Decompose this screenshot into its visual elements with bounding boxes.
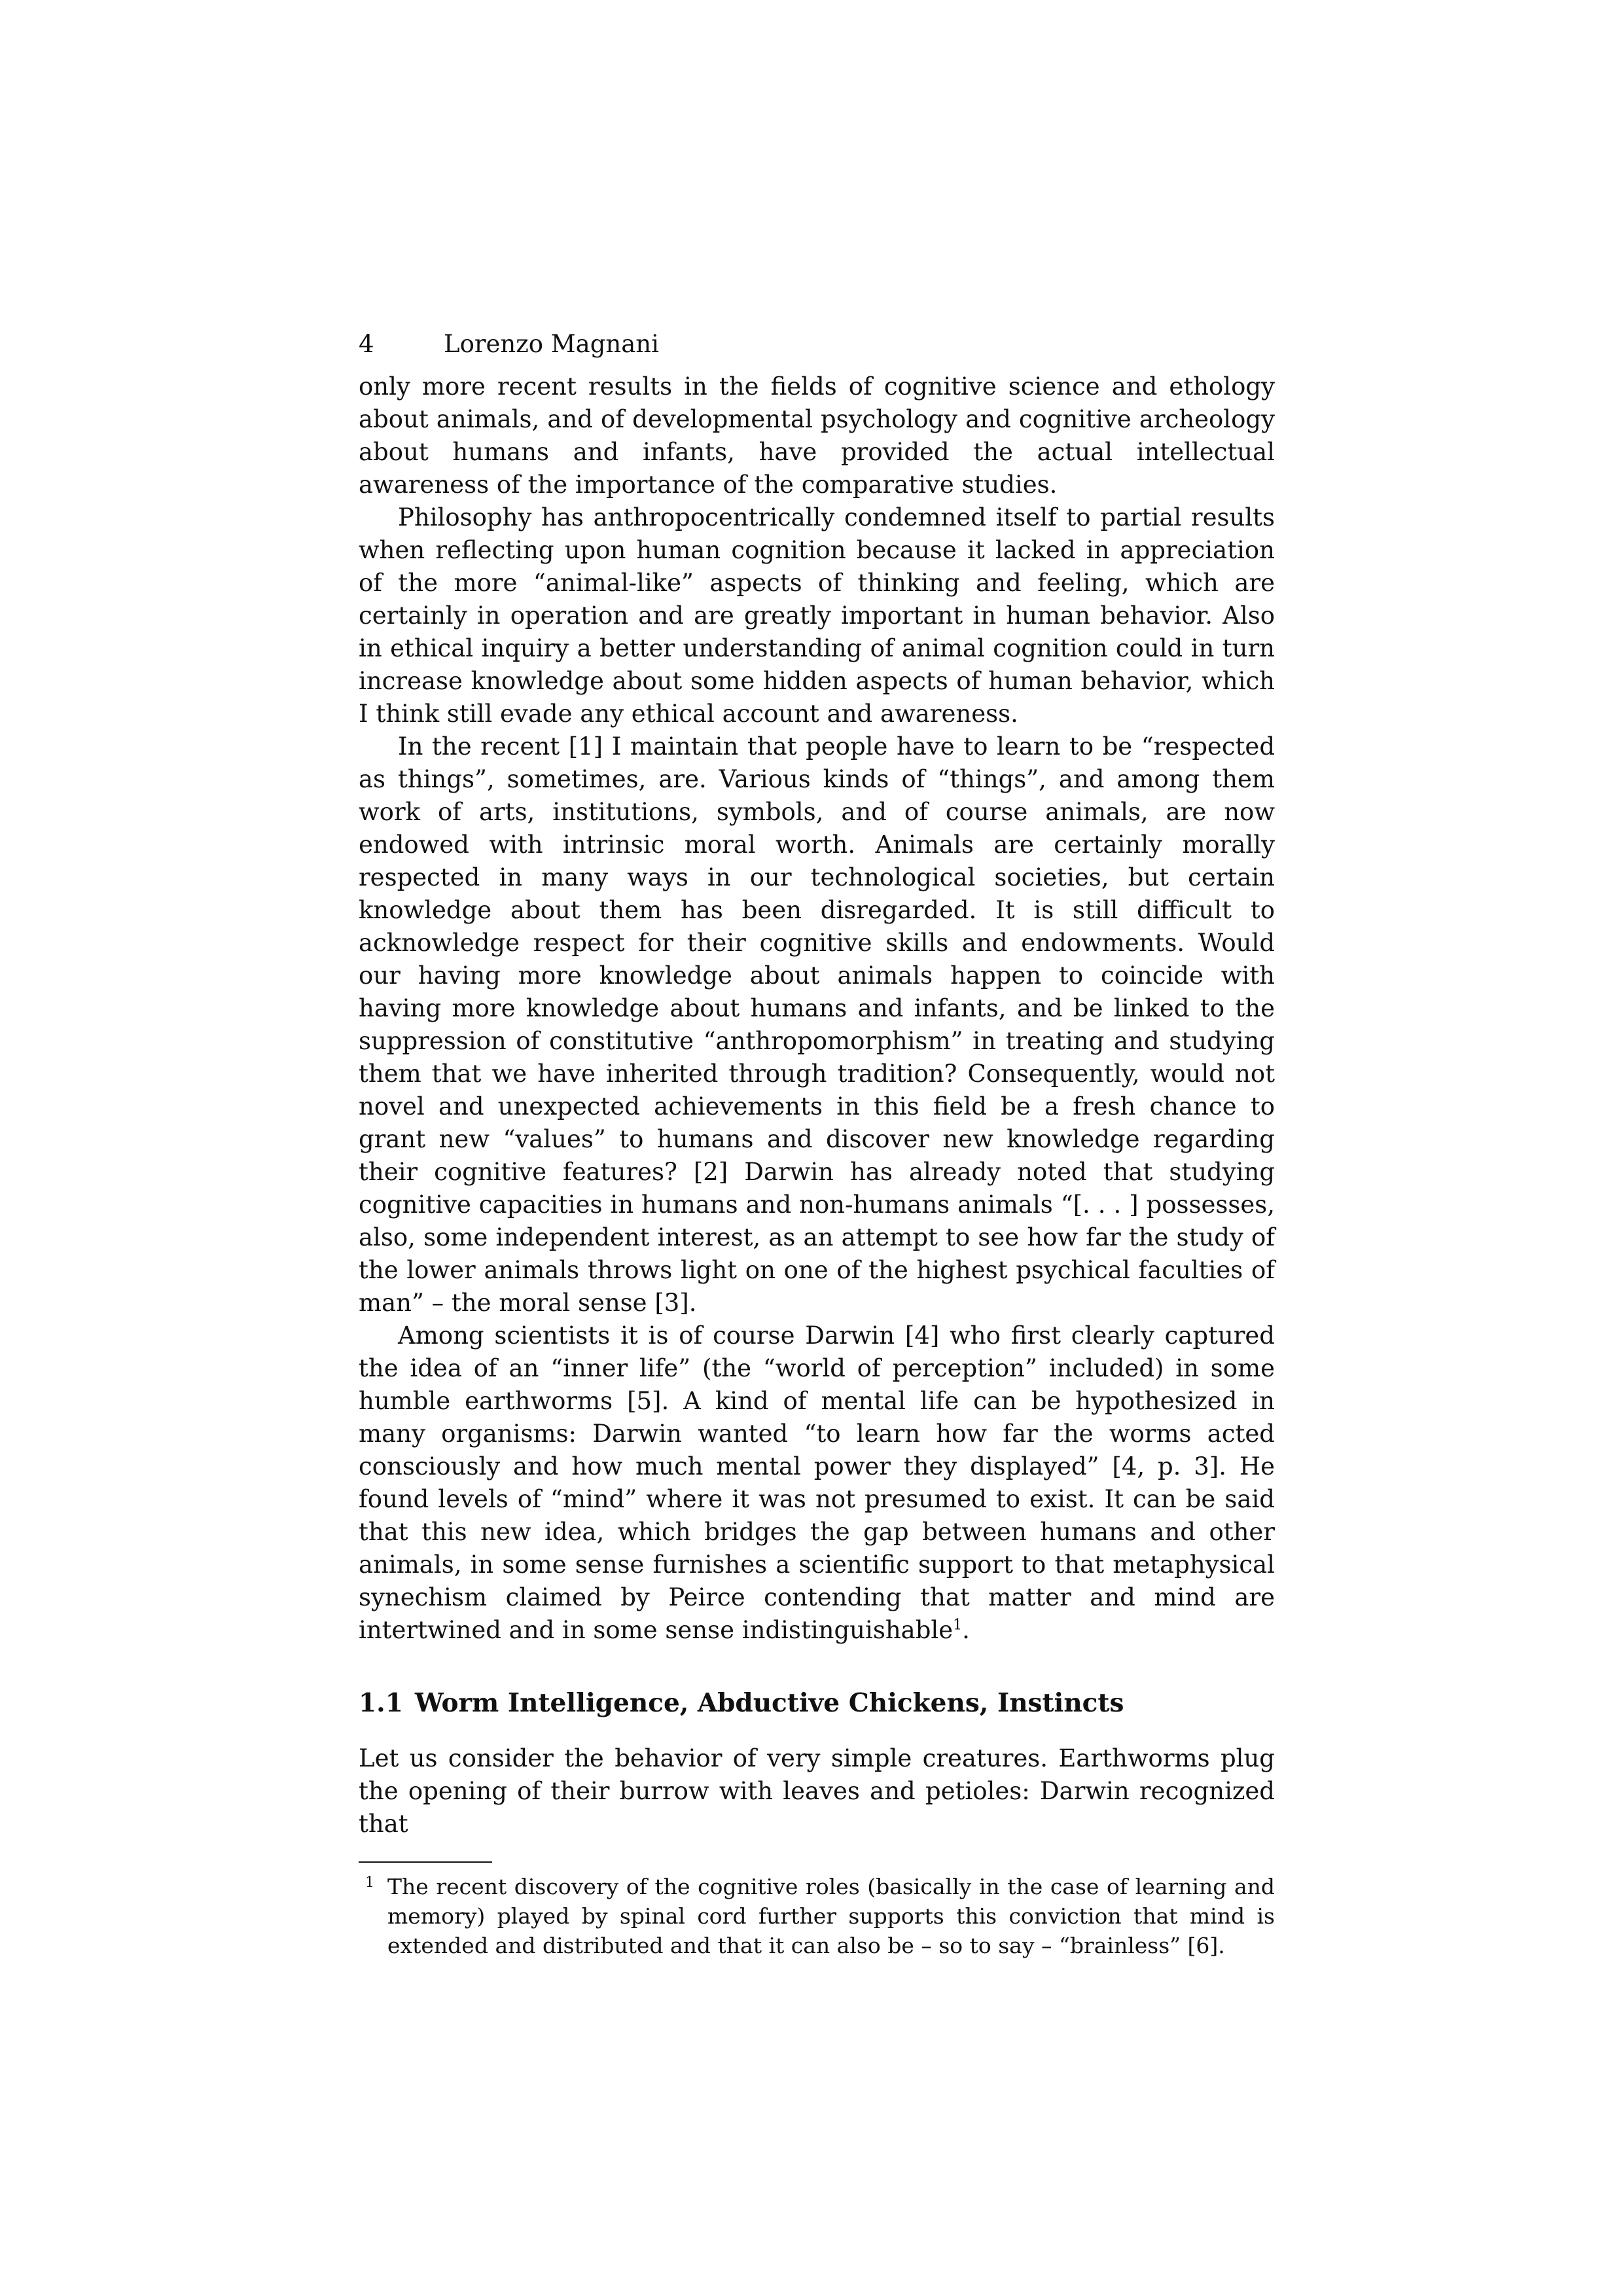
paragraph-4-text: Among scientists it is of course Darwin [4] who first clearly captured the idea of an “inner life” (the “world of perception” included) in some humble earthworms [5]. A kind of mental life can be hypothesized in many organisms: Darwin wanted “to learn how far the worms acted consciously and how much mental power they displayed” [4, p. 3]. He found levels of “mind” where it was not presumed to exist. It can be said that this new idea, which bridges the gap between humans and other animals, in some sense furnishes a scientific support to that metaphysical synechism claimed by Peirce contending that matter and mind are intertwined and in some sense indistinguishable <box>359 1321 1275 1644</box>
paragraph-1: only more recent results in the fields of cognitive science and ethology about animals, and of developmental psychology and cognitive archeology about humans and infants, have provided the actual intellectual awareness of the importance of the comparative studies. <box>359 372 1275 499</box>
running-head-author: Lorenzo Magnani <box>444 330 659 358</box>
footnote-rule <box>359 1861 492 1863</box>
section-title: Worm Intelligence, Abductive Chickens, Instincts <box>414 1688 1124 1718</box>
paragraph-3: In the recent [1] I maintain that people have to learn to be “respected as things”, sometimes, are. Various kinds of “things”, and among them work of arts, institutions, symbols, and of course animals, are now endowed with intrinsic moral worth. Animals are certainly morally respected in many ways in our technological societies, but certain knowledge about them has been disregarded. It is still difficult to acknowledge respect for their cognitive skills and endowments. Would our having more knowledge about animals happen to coincide with having more knowledge about humans and infants, and be linked to the suppression of constitutive “anthropomorphism” in treating and studying them that we have inherited through tradition? Consequently, would not novel and unexpected achievements in this field be a fresh chance to grant new “values” to humans and discover new knowledge regarding their cognitive features? [2] Darwin has already noted that studying cognitive capacities in humans and non-humans animals “[. . . ] possesses, also, some independent interest, as an attempt to see how far the study of the lower animals throws light on one of the highest psychical faculties of man” – the moral sense [3]. <box>359 732 1275 1317</box>
footnote <box>359 1872 1275 1960</box>
paragraph-4 <box>359 1319 1275 1647</box>
footnote-reference[interactable]: 1 <box>953 1617 963 1634</box>
paragraph-4-end: . <box>962 1616 970 1644</box>
footnote-text: The recent discovery of the cognitive roles (basically in the case of learning and memory) played by spinal cord further supports this conviction that mind is extended and distributed and that it can also be – so to say – “brainless” [6]. <box>387 1874 1275 1958</box>
footnote-mark: 1 <box>365 1874 374 1891</box>
paragraph-2: Philosophy has anthropocentrically condemned itself to partial results when reflecting upon human cognition because it lacked in appreciation of the more “animal-like” aspects of thinking and feeling, which are certainly in operation and are greatly important in human behavior. Also in ethical inquiry a better understanding of animal cognition could in turn increase knowledge about some hidden aspects of human behavior, which I think still evade any ethical account and awareness. <box>359 503 1275 728</box>
section-number: 1.1 <box>359 1688 403 1718</box>
section-paragraph-1: Let us consider the behavior of very simple creatures. Earthworms plug the opening of their burrow with leaves and petioles: Darwin recognized that <box>359 1744 1275 1838</box>
body-text <box>359 370 1275 1840</box>
section-heading <box>359 1686 1275 1720</box>
running-head <box>359 327 1275 361</box>
page <box>359 327 1275 1960</box>
page-number: 4 <box>359 330 374 358</box>
